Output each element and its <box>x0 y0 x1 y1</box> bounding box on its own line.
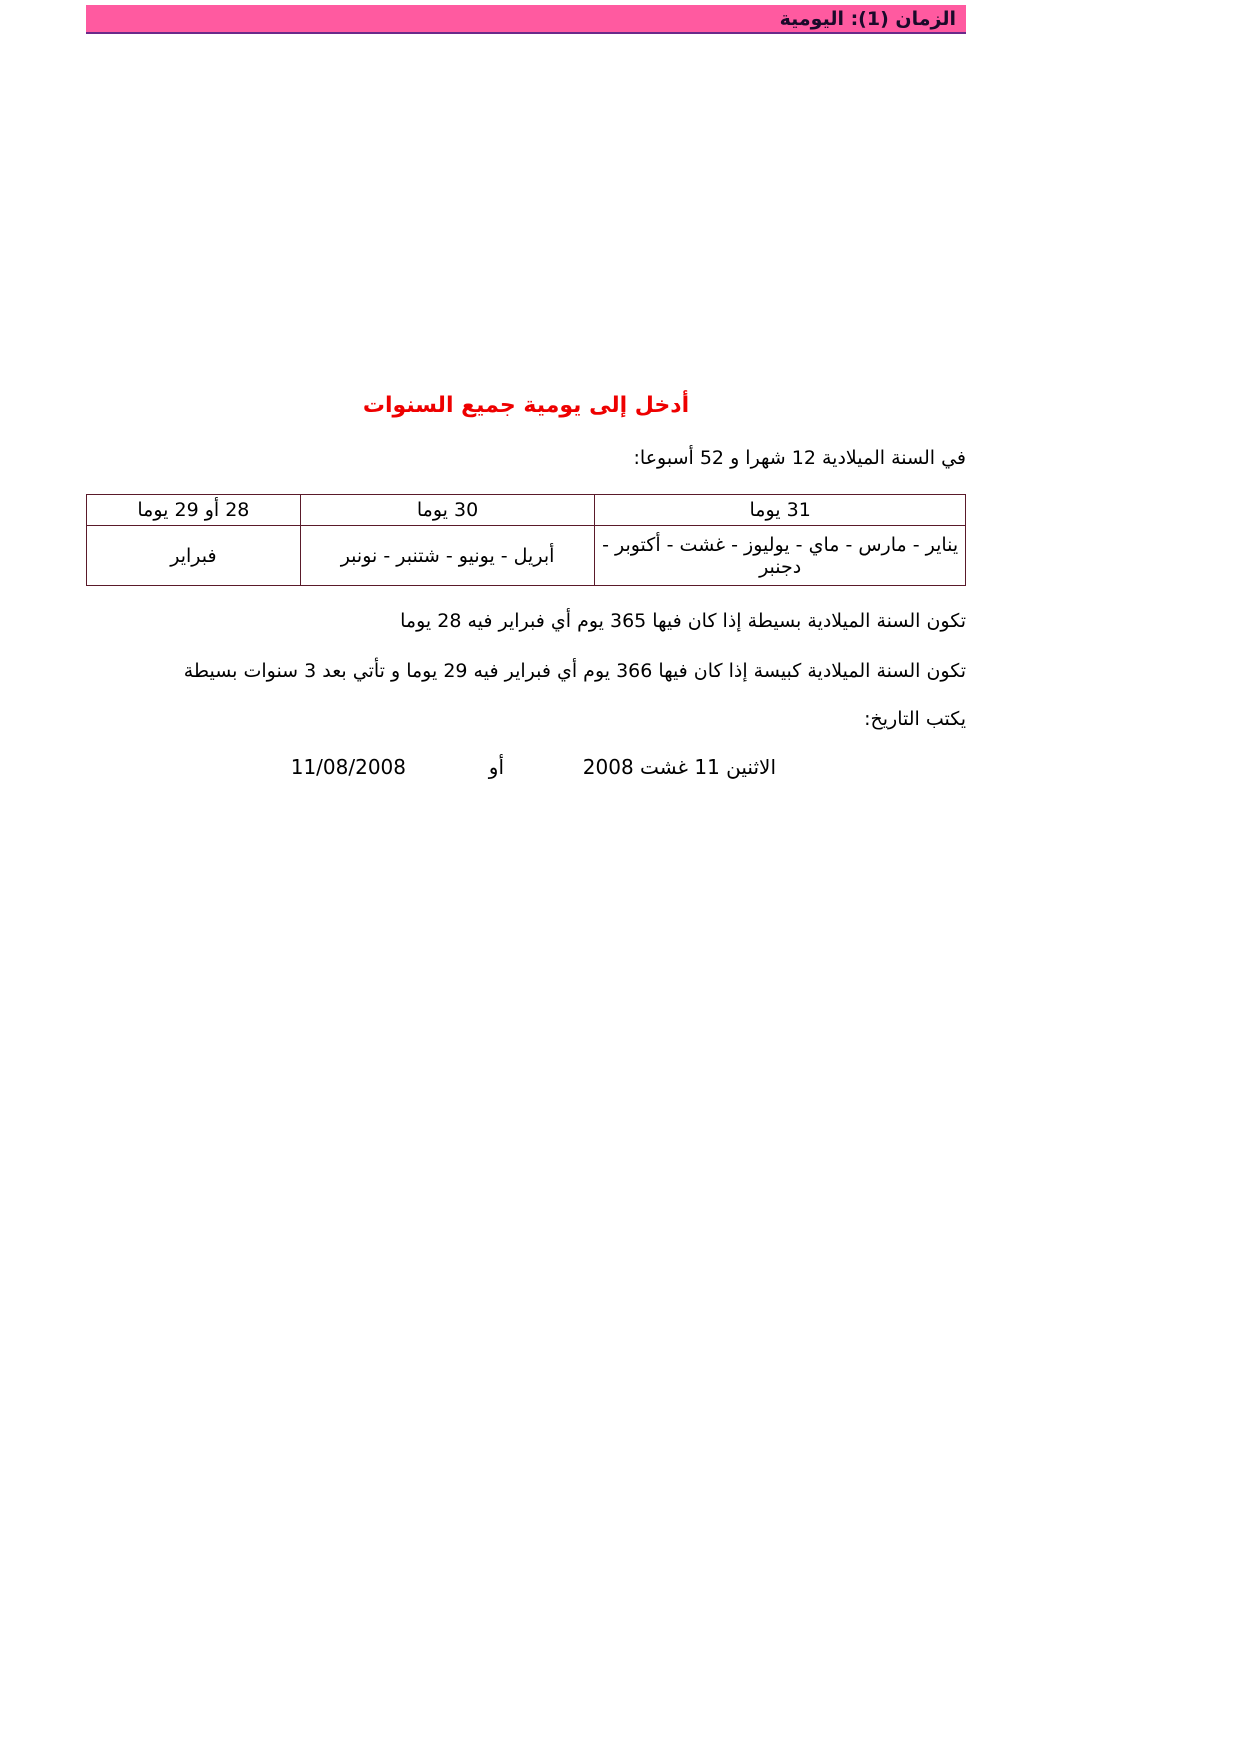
leap-year-text: تكون السنة الميلادية كبيسة إذا كان فيها 366 يوم أي فبراير فيه 29 يوما و تأتي بعد 3 سنوات بسيطة <box>183 660 966 682</box>
header-30-days: 30 يوما <box>300 495 595 526</box>
months-table <box>86 494 966 586</box>
date-or-word: أو <box>488 755 504 779</box>
simple-year-text: تكون السنة الميلادية بسيطة إذا كان فيها 365 يوم أي فبراير فيه 28 يوما <box>400 610 966 632</box>
date-long-format: الاثنين 11 غشت 2008 <box>582 755 776 779</box>
header-28-29-days: 28 أو 29 يوما <box>87 495 301 526</box>
date-short-format: 11/08/2008 <box>290 755 406 779</box>
section-title: أدخل إلى يومية جميع السنوات <box>362 393 690 418</box>
table-header-row <box>87 495 966 526</box>
table-row <box>87 526 966 586</box>
date-intro-text: يكتب التاريخ: <box>864 708 966 730</box>
header-31-days: 31 يوما <box>595 495 966 526</box>
months-28-29-days: فبراير <box>87 526 301 586</box>
months-31-days: يناير - مارس - ماي - يوليوز - غشت - أكتوبر - دجنبر <box>595 526 966 586</box>
header-bar <box>86 5 966 34</box>
months-30-days: أبريل - يونيو - شتنبر - نونبر <box>300 526 595 586</box>
intro-text: في السنة الميلادية 12 شهرا و 52 أسبوعا: <box>633 447 966 469</box>
page-title: الزمان (1): اليومية <box>779 8 956 30</box>
